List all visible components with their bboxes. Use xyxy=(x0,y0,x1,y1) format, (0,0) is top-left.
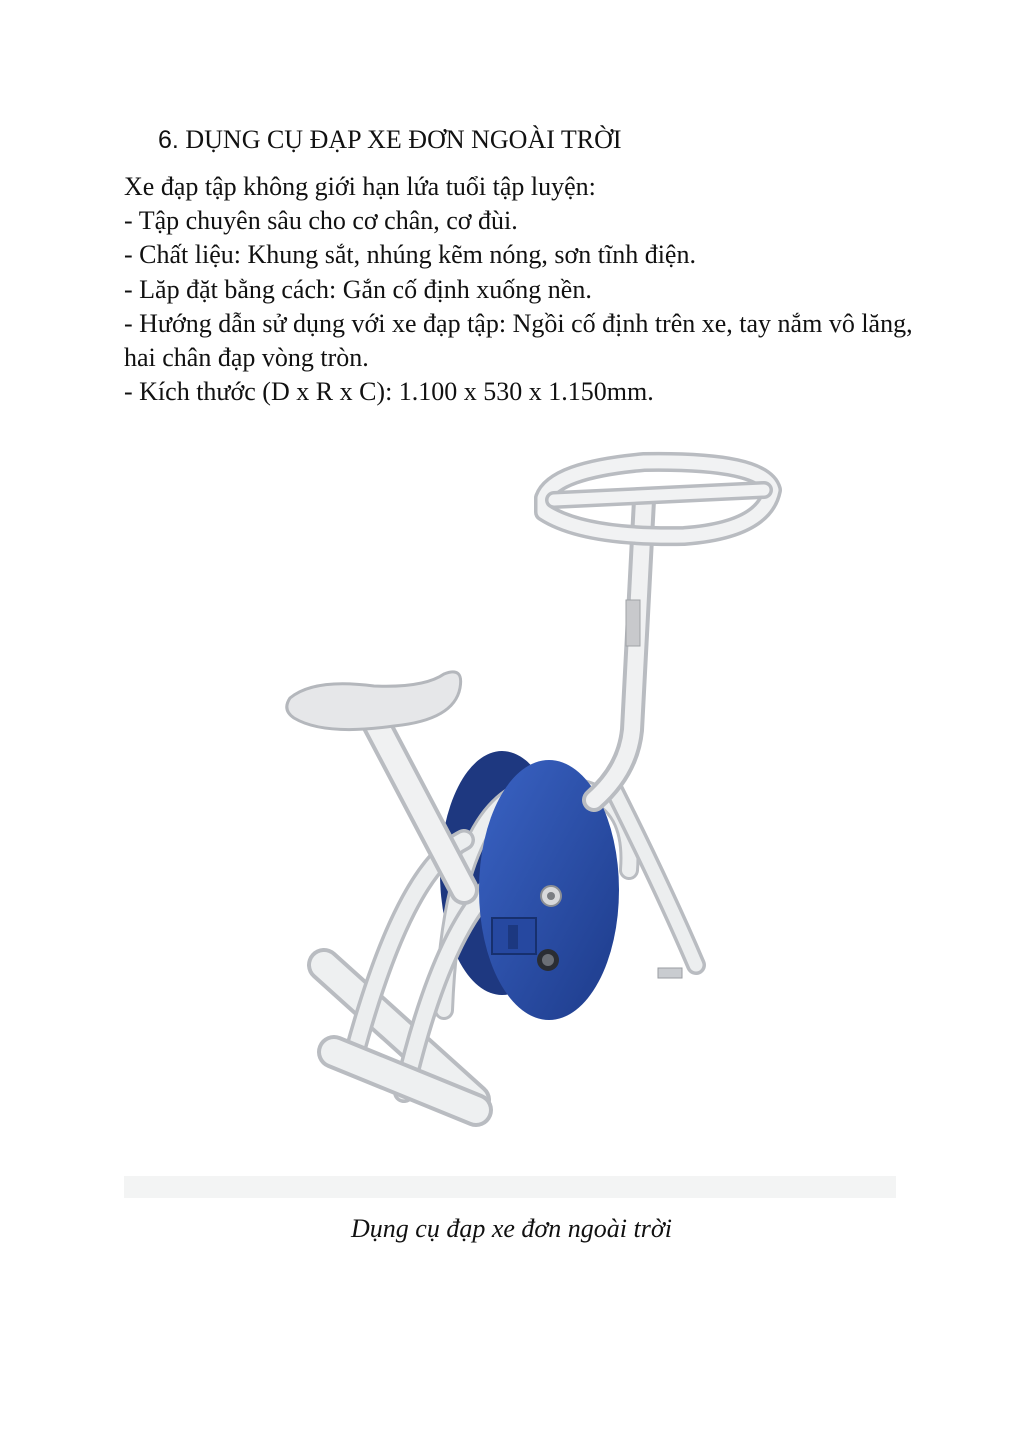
description-line: - Lăp đặt bằng cách: Gắn cố định xuống nền. xyxy=(124,274,592,304)
section-title: DỤNG CỤ ĐẠP XE ĐƠN NGOÀI TRỜI xyxy=(185,125,622,154)
figure-caption: Dụng cụ đạp xe đơn ngoài trời xyxy=(351,1214,672,1243)
description-line: - Hướng dẫn sử dụng với xe đạp tập: Ngồi cố định trên xe, tay nắm vô lăng, hai chân đạp vòng tròn. xyxy=(124,308,913,373)
description-line: - Kích thước (D x R x C): 1.100 x 530 x 1.150mm. xyxy=(124,377,654,407)
description-text xyxy=(124,170,914,409)
label-sticker xyxy=(626,600,640,646)
description-line: Xe đạp tập không giới hạn lứa tuổi tập luyện: xyxy=(124,172,596,201)
section-heading xyxy=(158,124,622,156)
exercise-bike-icon xyxy=(124,420,896,1198)
seat xyxy=(287,672,461,730)
photo-bottom-strip xyxy=(124,1176,896,1198)
product-photo xyxy=(124,420,896,1198)
description-line: - Tập chuyên sâu cho cơ chân, cơ đùi. xyxy=(124,206,518,236)
section-number: 6. xyxy=(158,126,179,154)
description-line: - Chất liệu: Khung sắt, nhúng kẽm nóng, sơn tĩnh điện. xyxy=(124,240,696,270)
mount-plate xyxy=(658,968,682,978)
